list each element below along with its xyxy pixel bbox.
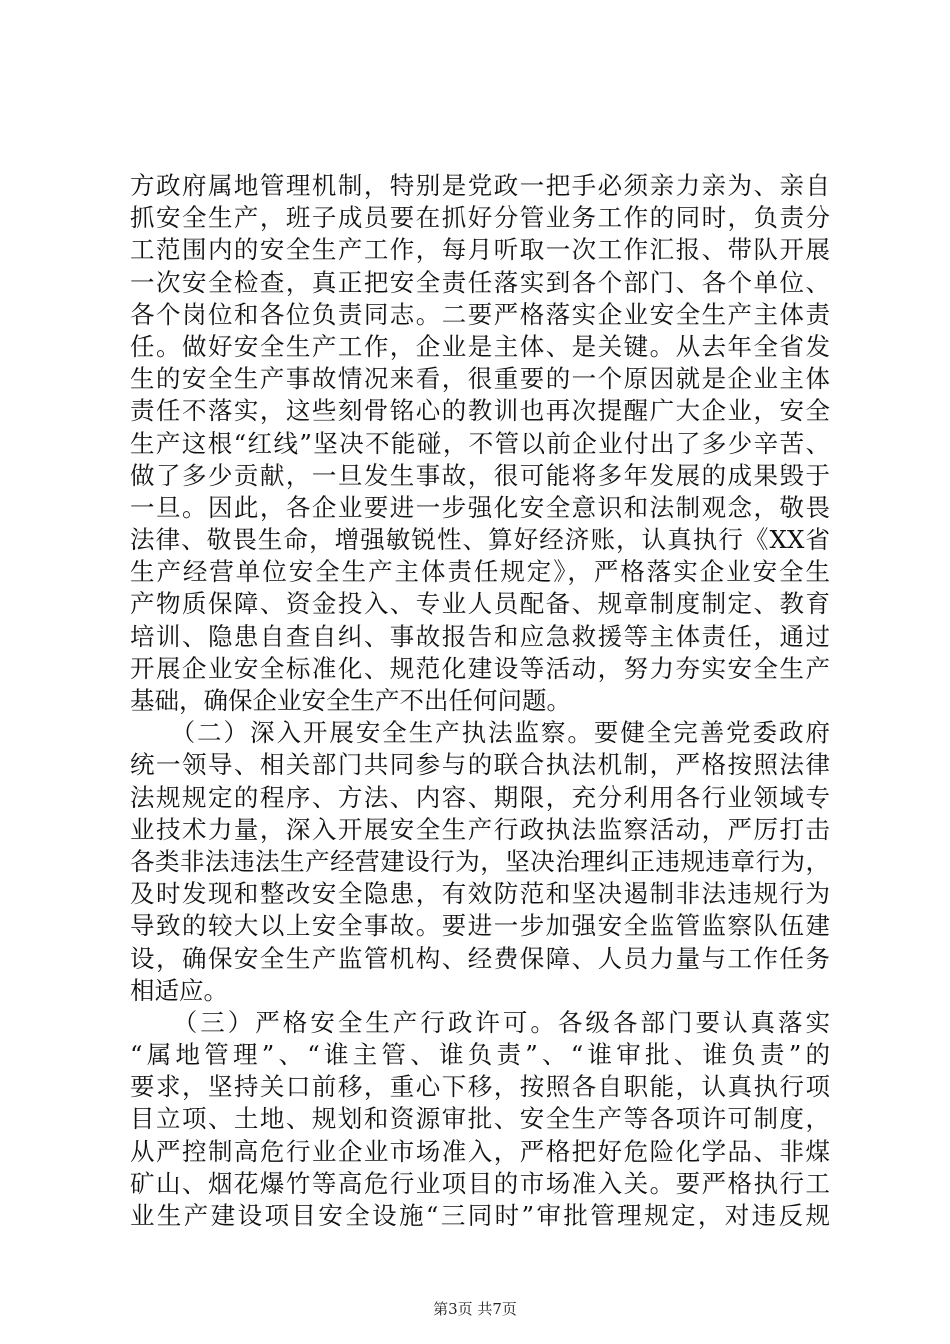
- text-line: 责任不落实，这些刻骨铭心的教训也再次提醒广大企业，安全: [130, 396, 830, 426]
- page-number-footer: 第3页 共7页: [433, 1300, 517, 1318]
- text-line: 业生产建设项目安全设施“三同时”审批管理规定，对违反规: [130, 1201, 830, 1230]
- body-text: [130, 170, 830, 1232]
- text-line: （二）深入开展安全生产执法监察。要健全完善党委政府: [130, 718, 830, 748]
- text-line: 相适应。: [130, 975, 228, 1005]
- text-line: 要求，坚持关口前移，重心下移，按照各自职能，认真执行项: [130, 1072, 830, 1102]
- text-line: 开展企业安全标准化、规范化建设等活动，努力夯实安全生产: [130, 653, 830, 683]
- text-line: 从严控制高危行业企业市场准入，严格把好危险化学品、非煤: [130, 1136, 830, 1166]
- text-line: 业技术力量，深入开展安全生产行政执法监察活动，严厉打击: [130, 814, 830, 844]
- text-line: 方政府属地管理机制，特别是党政一把手必须亲力亲为、亲自: [130, 171, 830, 200]
- text-line: 生产这根“红线”坚决不能碰，不管以前企业付出了多少辛苦、: [130, 428, 830, 458]
- text-line: 设，确保安全生产监管机构、经费保障、人员力量与工作任务: [130, 943, 830, 973]
- text-line: 法律、敬畏生命，增强敏锐性、算好经济账，认真执行《XX省: [130, 525, 830, 555]
- text-line: 导致的较大以上安全事故。要进一步加强安全监管监察队伍建: [130, 911, 830, 941]
- text-line: 生的安全生产事故情况来看，很重要的一个原因就是企业主体: [130, 364, 830, 394]
- text-line: 法规规定的程序、方法、内容、期限，充分利用各行业领域专: [130, 782, 830, 812]
- text-line: “属地管理”、“谁主管、谁负责”、“谁审批、谁负责”的: [130, 1040, 830, 1070]
- text-line: （三）严格安全生产行政许可。各级各部门要认真落实: [130, 1007, 830, 1037]
- text-line: 一旦。因此，各企业要进一步强化安全意识和法制观念，敬畏: [130, 492, 830, 522]
- text-line: 目立项、土地、规划和资源审批、安全生产等各项许可制度，: [130, 1104, 830, 1134]
- text-line: 抓安全生产，班子成员要在抓好分管业务工作的同时，负责分: [130, 203, 830, 233]
- text-line: 工范围内的安全生产工作，每月听取一次工作汇报、带队开展: [130, 235, 830, 265]
- text-line: 培训、隐患自查自纠、事故报告和应急救援等主体责任，通过: [130, 621, 830, 651]
- text-line: 做了多少贡献，一旦发生事故，很可能将多年发展的成果毁于: [130, 460, 830, 490]
- text-line: 产物质保障、资金投入、专业人员配备、规章制度制定、教育: [130, 589, 830, 619]
- text-line: 统一领导、相关部门共同参与的联合执法机制，严格按照法律: [130, 750, 830, 780]
- text-line: 各类非法违法生产经营建设行为，坚决治理纠正违规违章行为，: [130, 846, 830, 876]
- text-line: 一次安全检查，真正把安全责任落实到各个部门、各个单位、: [130, 267, 830, 297]
- text-line: 及时发现和整改安全隐患，有效防范和坚决遏制非法违规行为: [130, 879, 830, 909]
- text-line: 各个岗位和各位负责同志。二要严格落实企业安全生产主体责: [130, 299, 830, 329]
- text-line: 生产经营单位安全生产主体责任规定》，严格落实企业安全生: [130, 557, 830, 587]
- text-line: 任。做好安全生产工作，企业是主体、是关键。从去年全省发: [130, 331, 830, 361]
- text-line: 矿山、烟花爆竹等高危行业项目的市场准入关。要严格执行工: [130, 1168, 830, 1198]
- text-line: 基础，确保企业安全生产不出任何问题。: [130, 686, 571, 715]
